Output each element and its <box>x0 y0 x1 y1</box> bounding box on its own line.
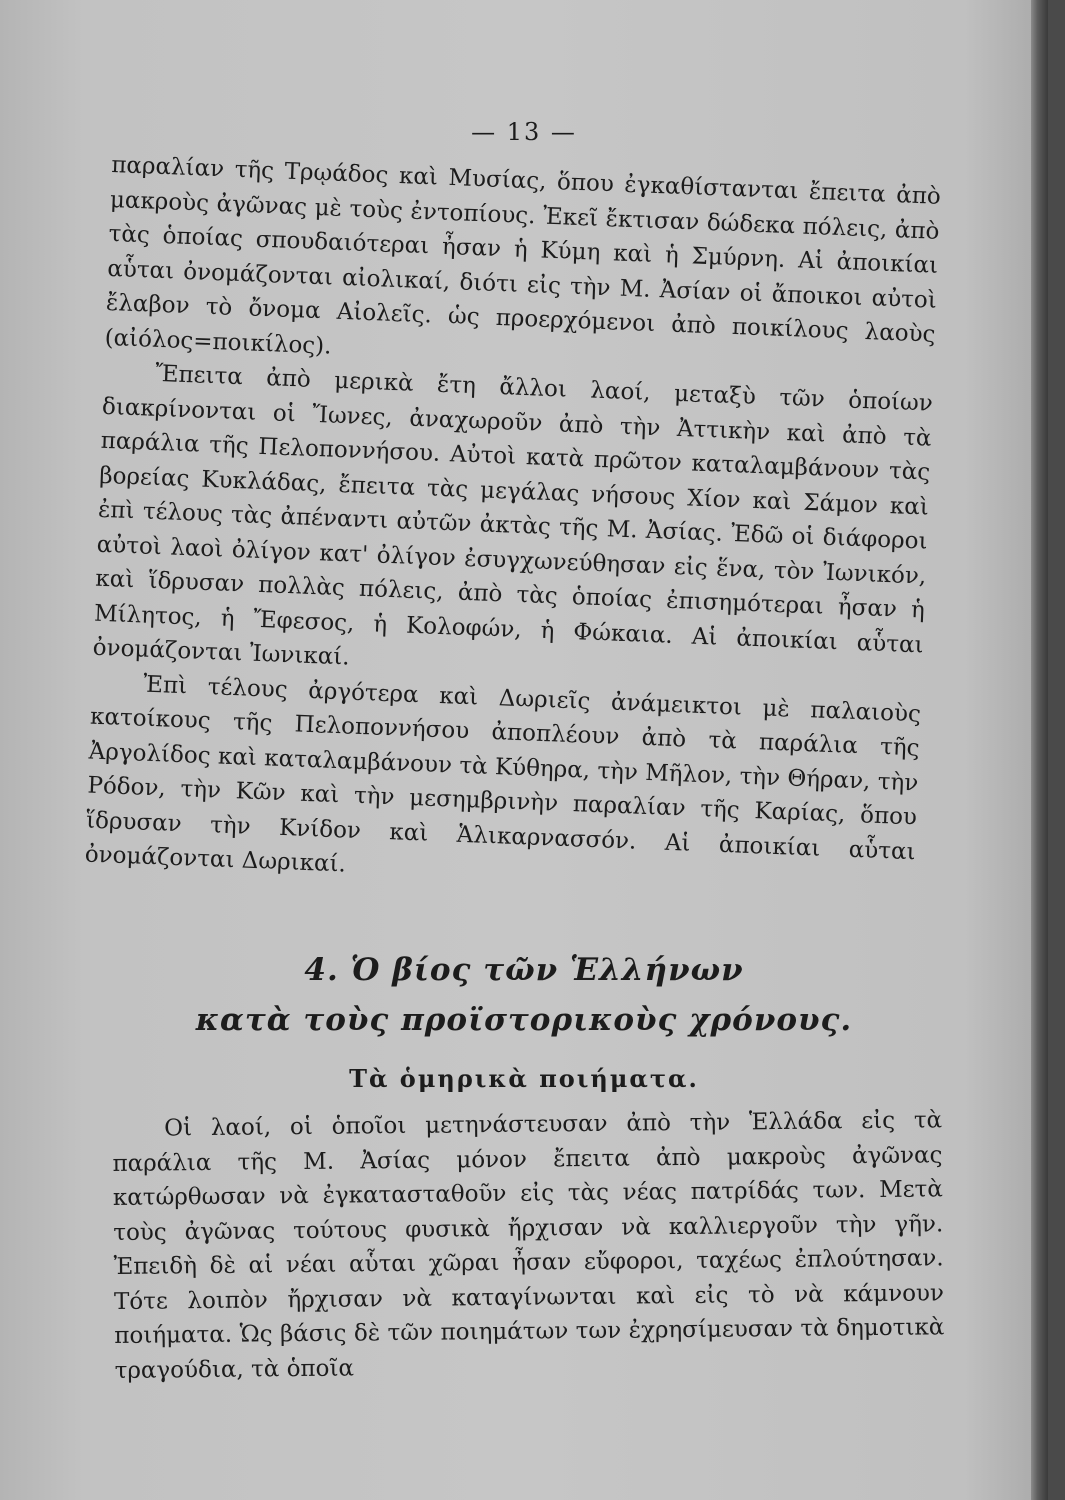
body-text-top <box>84 148 941 904</box>
paragraph-ionian-colonies: Ἔπειτα ἀπὸ μερικὰ ἔτη ἄλλοι λαοί, μεταξὺ τῶν ὁποίων διακρίνονται οἱ Ἴωνες, ἀναχωροῦν ἀπὸ τὴν Ἀττικὴν καὶ ἀπὸ τὰ παράλια τῆς Πελοποννήσου. Αὐτοὶ κατὰ πρῶτον καταλαμβάνουν τὰς βορείας Κυκλάδας, ἔπειτα τὰς μεγάλας νήσους Χίον καὶ Σάμον καὶ ἐπὶ τέλους τὰς ἀπέναντι αὐτῶν ἀκτὰς τῆς Μ. Ἀσίας. Ἐδῶ οἱ διάφοροι αὐτοὶ λαοὶ ὀλίγον κατ' ὀλίγον ἐσυγχωνεύθησαν εἰς ἕνα, τὸν Ἰωνικόν, καὶ ἵδρυσαν πολλὰς πόλεις, ἀπὸ τὰς ὁποίας ἐπισημότεραι ἦσαν ἡ Μίλητος, ἡ Ἔφεσος, ἡ Κολοφών, ἡ Φώκαια. Αἱ ἀποικίαι αὗται ὀνομάζονται Ἰωνικαί. <box>92 360 934 671</box>
section-heading-line-2: κατὰ τοὺς προϊστορικοὺς χρόνους. <box>195 1002 853 1038</box>
page-number: — 13 — <box>471 118 577 146</box>
section-heading-line-1: 4. Ὁ βίος τῶν Ἑλλήνων <box>304 952 744 988</box>
body-text-bottom <box>112 1103 945 1388</box>
subheading-homeric-poems: Τὰ ὁμηρικὰ ποιήματα. <box>349 1064 699 1093</box>
page-edge-shadow <box>1031 0 1048 1500</box>
paragraph-aeolian-colonies: παραλίαν τῆς Τρῳάδος καὶ Μυσίας, ὅπου ἐγκαθίστανται ἔπειτα ἀπὸ μακροὺς ἀγῶνας μὲ τοὺς ἐντοπίους. Ἐκεῖ ἔκτισαν δώδεκα πόλεις, ἀπὸ τὰς ὁποίας σπουδαιότεραι ἦσαν ἡ Κύμη καὶ ἡ Σμύρνη. Αἱ ἀποικίαι αὗται ὀνομάζονται αἰολικαί, διότι εἰς τὴν Μ. Ἀσίαν οἱ ἄποικοι αὐτοὶ ἔλαβον τὸ ὄνομα Αἰολεῖς. ὡς προερχόμενοι ἀπὸ ποικίλους λαοὺς (αἰόλος=ποικίλος). <box>104 151 942 360</box>
paragraph-homeric-poems: Οἱ λαοί, οἱ ὁποῖοι μετηνάστευσαν ἀπὸ τὴν Ἑλλάδα εἰς τὰ παράλια τῆς Μ. Ἀσίας μόνον ἔπειτα ἀπὸ μακροὺς ἀγῶνας κατώρθωσαν νὰ ἐγκατασταθοῦν εἰς τὰς νέας πατρίδάς των. Μετὰ τοὺς ἀγῶνας τούτους φυσικὰ ἤρχισαν νὰ καλλιεργοῦν τὴν γῆν. Ἐπειδὴ δὲ αἱ νέαι αὗται χῶραι ἦσαν εὔφοροι, ταχέως ἐπλούτησαν. Τότε λοιπὸν ἤρχισαν νὰ καταγίνωνται καὶ εἰς τὸ νὰ κάμνουν ποιήματα. Ὡς βάσις δὲ τῶν ποιημάτων των ἐχρησίμευσαν τὰ δημοτικὰ τραγούδια, τὰ ὁποῖα <box>112 1107 945 1384</box>
paragraph-dorian-colonies: Ἐπὶ τέλους ἀργότερα καὶ Δωριεῖς ἀνάμεικτοι μὲ παλαιοὺς κατοίκους τῆς Πελοποννήσου ἀποπλέουν ἀπὸ τὰ παράλια τῆς Ἀργολίδος καὶ καταλαμβάνουν τὰ Κύθηρα, τὴν Μῆλον, τὴν Θήραν, τὴν Ρόδον, τὴν Κῶν καὶ τὴν μεσημβρινὴν παραλίαν τῆς Καρίας, ὅπου ἵδρυσαν τὴν Κνίδον καὶ Ἁλικαρνασσόν. Αἱ ἀποικίαι αὗται ὀνομάζονται Δωρικαί. <box>84 671 922 878</box>
